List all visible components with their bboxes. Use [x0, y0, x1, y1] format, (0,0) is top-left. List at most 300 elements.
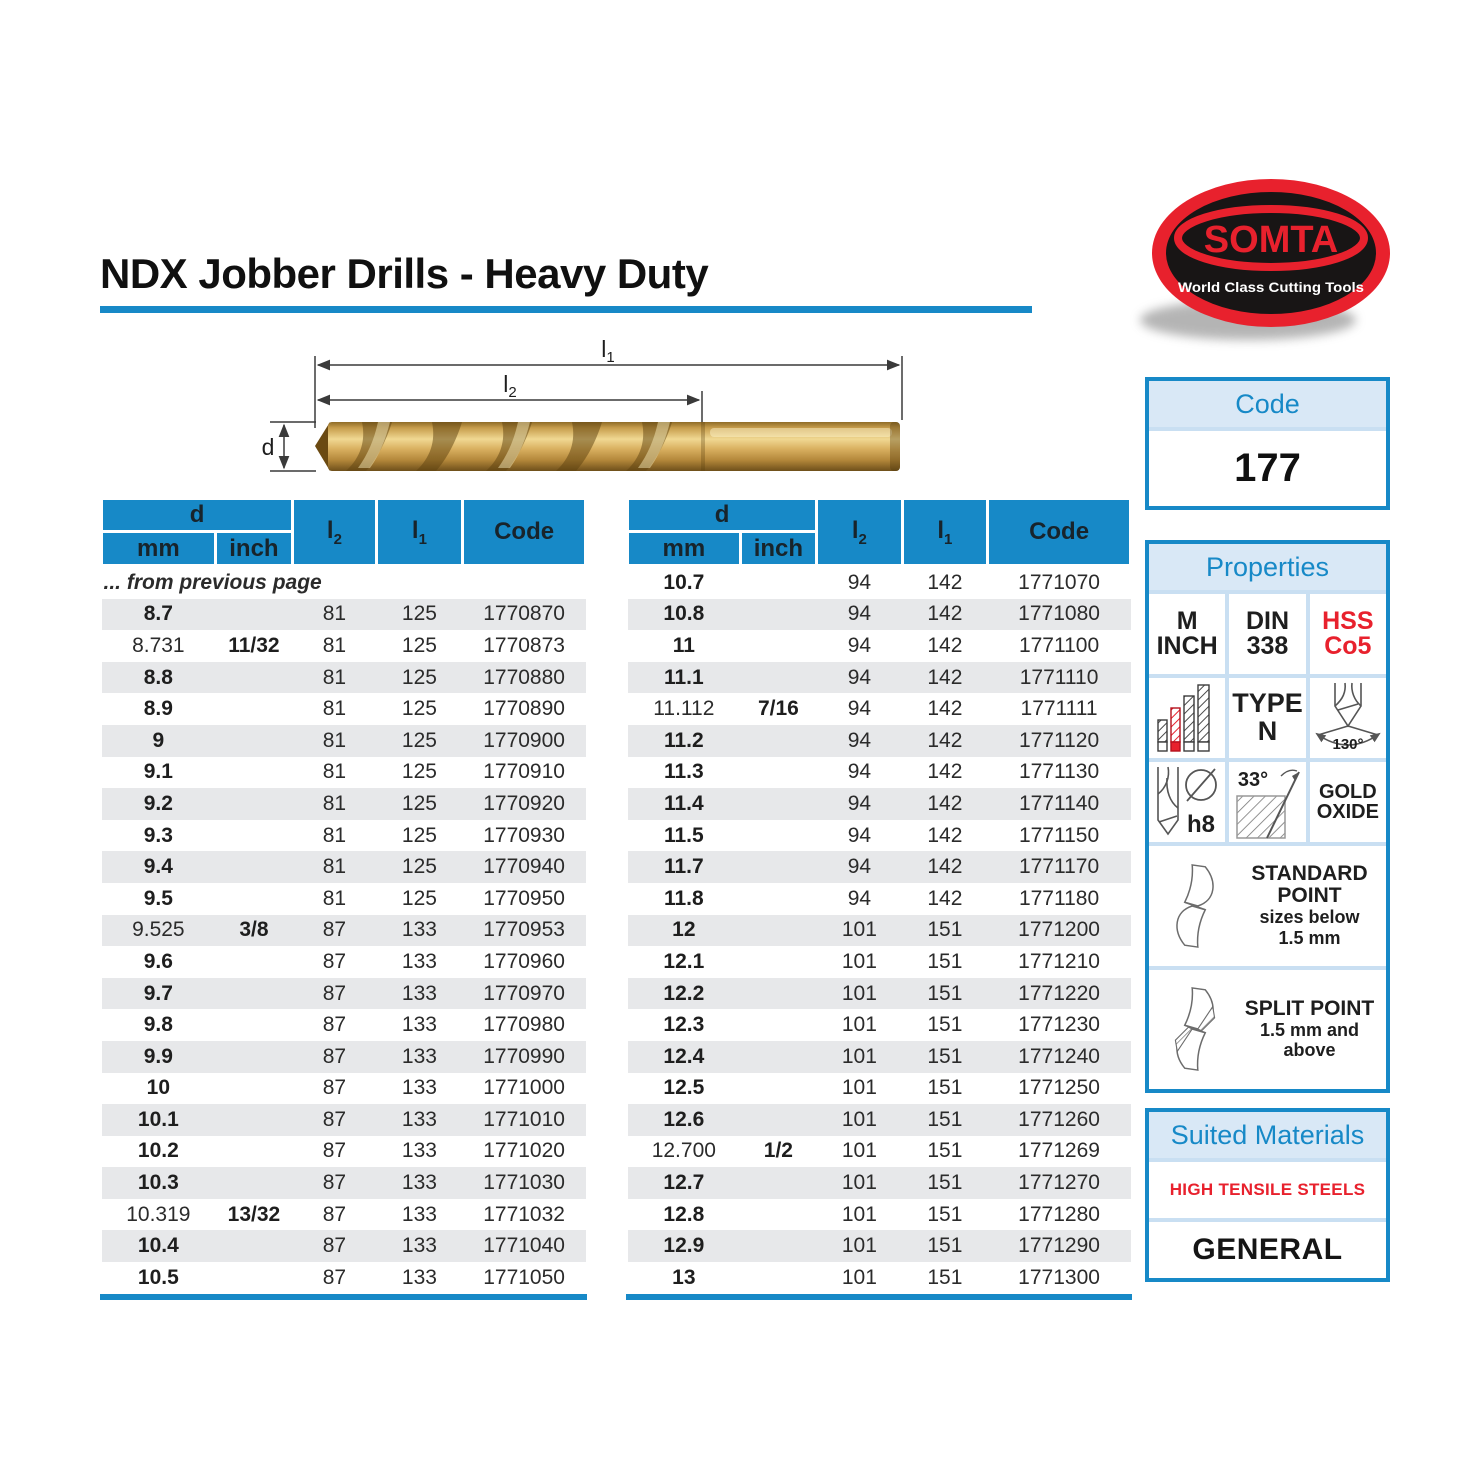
- cell-l1: 125: [401, 823, 437, 847]
- cell-l2: 101: [841, 1107, 877, 1131]
- cell-code: 1771269: [1018, 1139, 1100, 1163]
- cell-l1: 151: [927, 1202, 963, 1226]
- drill-row: [102, 851, 586, 883]
- drill-row: [628, 630, 1131, 662]
- cell-l2: 81: [322, 633, 347, 657]
- cell-l2: 81: [322, 823, 347, 847]
- cell-l2: 87: [322, 1076, 347, 1100]
- cell-inch: [740, 788, 816, 820]
- cell-mm: 12.700: [651, 1139, 716, 1163]
- cell-mm: 9.4: [143, 855, 173, 879]
- drill-row: [628, 725, 1131, 757]
- somta-logo: [1130, 168, 1410, 353]
- cell-code: 1770873: [483, 633, 565, 657]
- cell-l2: 101: [841, 918, 877, 942]
- cell-mm: 11.112: [653, 697, 715, 721]
- cell-l2: 94: [847, 570, 872, 594]
- cell-l2: 87: [322, 1044, 347, 1068]
- cell-l1: 151: [927, 1107, 963, 1131]
- cell-l2: 94: [847, 665, 872, 689]
- cell-code: 1771110: [1019, 665, 1099, 689]
- cell-l1: 125: [401, 855, 437, 879]
- cell-inch: [740, 851, 816, 883]
- cell-l1: 133: [401, 918, 437, 942]
- cell-code: 1771020: [483, 1139, 565, 1163]
- helix-angle-33-icon: [1229, 764, 1305, 840]
- drill-row: [102, 599, 586, 631]
- cell-inch: [740, 820, 816, 852]
- cell-inch: [740, 1104, 816, 1136]
- cell-l2: 81: [322, 760, 347, 784]
- column-header-l2: $l_2$: [817, 499, 903, 566]
- cell-code: 1770880: [483, 665, 565, 689]
- drill-row: [628, 1104, 1131, 1136]
- drill-size-range-icon: [1156, 682, 1218, 754]
- cell-code: 1771290: [1018, 1234, 1100, 1258]
- cell-l1: 142: [927, 823, 963, 847]
- cell-inch: [740, 662, 816, 694]
- cell-l1: 133: [401, 1139, 437, 1163]
- drill-row: [628, 1167, 1131, 1199]
- cell-code: 1770970: [483, 981, 565, 1005]
- cell-code: 1770960: [483, 949, 565, 973]
- cell-code: 1771210: [1018, 949, 1100, 973]
- cell-inch: [215, 599, 292, 631]
- cell-code: 1771270: [1018, 1171, 1100, 1195]
- cell-l1: 142: [927, 855, 963, 879]
- cell-inch: 7/16: [757, 697, 799, 721]
- cell-mm: 12.2: [663, 981, 705, 1005]
- cell-l2: 94: [847, 791, 872, 815]
- column-header-inch: inch: [740, 532, 816, 566]
- cell-mm: 12.8: [663, 1202, 705, 1226]
- column-header-mm: mm: [102, 532, 216, 566]
- property-din-338: DIN 338: [1229, 594, 1305, 674]
- cell-mm: 10.4: [137, 1234, 179, 1258]
- cell-l1: 151: [927, 981, 963, 1005]
- cell-l2: 101: [841, 1076, 877, 1100]
- code-value: 177: [1149, 431, 1386, 506]
- cell-mm: 11.7: [663, 855, 704, 879]
- cell-l2: 94: [847, 760, 872, 784]
- cell-l2: 87: [322, 1139, 347, 1163]
- cell-code: 1771050: [483, 1265, 565, 1289]
- column-header-mm: mm: [628, 532, 741, 566]
- cell-l2: 87: [322, 1107, 347, 1131]
- code-box-title: Code: [1149, 381, 1386, 427]
- continuation-row: ... from previous page: [102, 566, 586, 599]
- cell-l2: 101: [841, 1044, 877, 1068]
- cell-mm: 12.7: [663, 1171, 705, 1195]
- drill-row: [102, 978, 586, 1010]
- cell-inch: [740, 757, 816, 789]
- split-point-section: [1149, 970, 1386, 1090]
- cell-code: 1771170: [1018, 855, 1100, 879]
- cell-inch: [215, 851, 292, 883]
- cell-l1: 125: [401, 665, 437, 689]
- cell-mm: 9.9: [143, 1044, 173, 1068]
- drill-table-right: [626, 497, 1132, 1300]
- dimension-d: [270, 422, 316, 471]
- cell-l2: 94: [847, 697, 872, 721]
- cell-inch: [215, 1262, 292, 1294]
- cell-inch: [740, 1199, 816, 1231]
- cell-l1: 125: [401, 602, 437, 626]
- cell-l2: 81: [322, 728, 347, 752]
- cell-inch: [215, 978, 292, 1010]
- property-tolerance-h8: [1149, 762, 1225, 842]
- cell-l2: 81: [322, 791, 347, 815]
- drill-row: [102, 946, 586, 978]
- drill-bit-image: [315, 422, 900, 471]
- drill-row: [628, 1009, 1131, 1041]
- cell-mm: 9.525: [132, 918, 185, 942]
- cell-mm: 12.5: [663, 1076, 705, 1100]
- cell-mm: 12.4: [663, 1044, 705, 1068]
- cell-inch: [740, 883, 816, 915]
- drill-table-left: [100, 497, 587, 1300]
- column-header-l2: $l_2$: [293, 499, 377, 566]
- cell-mm: 11.8: [663, 886, 704, 910]
- cell-l1: 125: [401, 791, 437, 815]
- cell-mm: 10.3: [137, 1171, 179, 1195]
- cell-l2: 81: [322, 855, 347, 879]
- cell-code: 1770930: [483, 823, 565, 847]
- cell-l2: 87: [322, 1202, 347, 1226]
- dimension-l2-label: $l_2$: [503, 371, 517, 401]
- properties-title: Properties: [1149, 544, 1386, 590]
- cell-code: 1771040: [483, 1234, 565, 1258]
- cell-mm: 11: [672, 633, 695, 657]
- cell-code: 1771070: [1018, 570, 1100, 594]
- cell-inch: 1/2: [763, 1139, 793, 1163]
- drill-row: [102, 915, 586, 947]
- property-point-angle: [1310, 678, 1386, 758]
- properties-grid: [1149, 594, 1386, 842]
- column-header-code: Code: [988, 499, 1131, 566]
- property-gold-oxide: GOLD OXIDE: [1310, 762, 1386, 842]
- cell-l1: 142: [927, 570, 963, 594]
- drill-row: [628, 566, 1131, 599]
- drill-row: [102, 788, 586, 820]
- cell-l1: 133: [401, 1265, 437, 1289]
- cell-code: 1770953: [483, 918, 565, 942]
- cell-l1: 133: [401, 1234, 437, 1258]
- code-box: [1145, 377, 1390, 510]
- cell-code: 1771120: [1018, 728, 1100, 752]
- cell-l1: 133: [401, 1044, 437, 1068]
- cell-l1: 151: [927, 1139, 963, 1163]
- cell-mm: 10.319: [126, 1202, 191, 1226]
- cell-l1: 151: [927, 918, 963, 942]
- cell-mm: 12.3: [663, 1013, 705, 1037]
- drill-row: [628, 946, 1131, 978]
- drill-row: [628, 915, 1131, 947]
- cell-mm: 12: [672, 918, 696, 942]
- drill-row: [628, 662, 1131, 694]
- drill-row: [628, 1199, 1131, 1231]
- cell-inch: [740, 599, 816, 631]
- cell-code: 1770890: [483, 697, 565, 721]
- cell-l1: 133: [401, 949, 437, 973]
- cell-l1: 133: [401, 1171, 437, 1195]
- drill-row: [628, 757, 1131, 789]
- cell-code: 1771080: [1018, 602, 1100, 626]
- cell-code: 1771000: [483, 1076, 565, 1100]
- cell-l1: 142: [927, 665, 963, 689]
- drill-row: [628, 788, 1131, 820]
- cell-code: 1770910: [483, 760, 565, 784]
- cell-l2: 94: [847, 855, 872, 879]
- cell-l1: 125: [401, 886, 437, 910]
- cell-code: 1771010: [483, 1107, 565, 1131]
- cell-mm: 12.6: [663, 1107, 705, 1131]
- split-point-icon: [1153, 979, 1237, 1079]
- cell-code: 1770950: [483, 886, 565, 910]
- cell-l2: 87: [322, 949, 347, 973]
- cell-mm: 11.2: [663, 728, 704, 752]
- cell-inch: [740, 978, 816, 1010]
- drill-row: [102, 662, 586, 694]
- cell-inch: [215, 1136, 292, 1168]
- cell-inch: [215, 788, 292, 820]
- column-header-d: d: [628, 499, 817, 532]
- cell-l2: 101: [841, 1013, 877, 1037]
- cell-mm: 13: [672, 1265, 696, 1289]
- cell-inch: [215, 1104, 292, 1136]
- cell-mm: 9.5: [143, 886, 173, 910]
- cell-mm: 10.2: [137, 1139, 179, 1163]
- cell-code: 1770980: [483, 1013, 565, 1037]
- suited-materials-title: Suited Materials: [1149, 1112, 1386, 1158]
- drill-row: [102, 1167, 586, 1199]
- properties-box: [1145, 540, 1390, 1093]
- svg-text:33°: 33°: [1238, 769, 1269, 791]
- drill-row: [102, 1262, 586, 1294]
- property-m-inch: M INCH: [1149, 594, 1225, 674]
- cell-inch: [215, 946, 292, 978]
- cell-mm: 9: [152, 728, 165, 752]
- cell-inch: [740, 1262, 816, 1294]
- cell-l2: 94: [847, 886, 872, 910]
- cell-mm: 8.731: [132, 633, 185, 657]
- cell-l2: 101: [841, 1139, 877, 1163]
- cell-l1: 142: [927, 602, 963, 626]
- drill-row: [102, 630, 586, 662]
- logo-brand: SOMTA: [1203, 219, 1339, 261]
- dimension-l1-label: $l_1$: [601, 336, 615, 366]
- cell-inch: [740, 566, 816, 599]
- cell-inch: [740, 725, 816, 757]
- cell-mm: 11.3: [663, 760, 704, 784]
- svg-text:h8: h8: [1187, 811, 1216, 838]
- cell-l2: 101: [841, 949, 877, 973]
- drill-row: [102, 820, 586, 852]
- cell-inch: 11/32: [228, 633, 280, 657]
- cell-mm: 11.1: [663, 665, 704, 689]
- cell-l1: 142: [927, 886, 963, 910]
- cell-code: 1771200: [1018, 918, 1100, 942]
- column-header-l1: $l_1$: [902, 499, 988, 566]
- point-angle-130-icon: [1311, 680, 1385, 756]
- cell-inch: [215, 693, 292, 725]
- cell-l2: 81: [322, 665, 347, 689]
- cell-code: 1771230: [1018, 1013, 1100, 1037]
- cell-l2: 81: [322, 886, 347, 910]
- cell-l2: 87: [322, 1013, 347, 1037]
- cell-inch: [215, 1073, 292, 1105]
- cell-code: 1771140: [1018, 791, 1100, 815]
- drill-row: [102, 1009, 586, 1041]
- drill-row: [102, 693, 586, 725]
- cell-l2: 87: [322, 1234, 347, 1258]
- page-title: NDX Jobber Drills - Heavy Duty: [100, 250, 709, 297]
- diameter-tolerance-h8-icon: [1150, 764, 1224, 840]
- cell-l1: 133: [401, 1013, 437, 1037]
- cell-code: 1771260: [1018, 1107, 1100, 1131]
- cell-l2: 87: [322, 918, 347, 942]
- cell-code: 1770870: [483, 602, 565, 626]
- cell-inch: [740, 1073, 816, 1105]
- cell-l1: 151: [927, 1234, 963, 1258]
- cell-l1: 125: [401, 760, 437, 784]
- dimension-l1: [315, 356, 902, 428]
- cell-l2: 87: [322, 1171, 347, 1195]
- cell-mm: 11.5: [663, 823, 704, 847]
- drill-row: [102, 1041, 586, 1073]
- standard-point-icon: [1153, 855, 1237, 957]
- cell-l1: 125: [401, 728, 437, 752]
- column-header-l1: $l_1$: [376, 499, 463, 566]
- cell-code: 1771180: [1018, 886, 1100, 910]
- cell-l2: 87: [322, 1265, 347, 1289]
- cell-code: 1771100: [1018, 633, 1100, 657]
- cell-code: 1771130: [1018, 760, 1100, 784]
- cell-mm: 10.1: [137, 1107, 179, 1131]
- drill-row: [628, 820, 1131, 852]
- drill-row: [102, 1199, 586, 1231]
- drill-row: [102, 1230, 586, 1262]
- cell-l1: 151: [927, 1044, 963, 1068]
- suited-materials-box: [1145, 1108, 1390, 1282]
- drill-row: [628, 1262, 1131, 1294]
- cell-mm: 9.3: [143, 823, 173, 847]
- cell-mm: 9.7: [143, 981, 173, 1005]
- drill-row: [628, 599, 1131, 631]
- cell-inch: [215, 725, 292, 757]
- cell-code: 1770900: [483, 728, 565, 752]
- drill-row: [102, 883, 586, 915]
- drill-row: [628, 851, 1131, 883]
- suited-material-item: HIGH TENSILE STEELS: [1149, 1162, 1386, 1218]
- cell-code: 1771280: [1018, 1202, 1100, 1226]
- drill-row: [102, 725, 586, 757]
- cell-l2: 101: [841, 1265, 877, 1289]
- cell-l2: 101: [841, 1202, 877, 1226]
- svg-text:130°: 130°: [1332, 736, 1364, 753]
- cell-l1: 142: [927, 697, 963, 721]
- drill-row: [102, 757, 586, 789]
- cell-l2: 101: [841, 1171, 877, 1195]
- cell-l1: 142: [927, 760, 963, 784]
- cell-inch: [215, 1009, 292, 1041]
- property-helix-angle: [1229, 762, 1305, 842]
- drill-row: [628, 1041, 1131, 1073]
- cell-mm: 10.8: [663, 602, 705, 626]
- cell-code: 1771150: [1018, 823, 1100, 847]
- cell-mm: 10: [146, 1076, 171, 1100]
- cell-l1: 151: [927, 1013, 963, 1037]
- cell-l1: 125: [401, 633, 437, 657]
- standard-point-section: [1149, 846, 1386, 966]
- drill-row: [102, 1073, 586, 1105]
- cell-inch: [740, 915, 816, 947]
- cell-inch: [740, 1041, 816, 1073]
- cell-mm: 9.6: [143, 949, 173, 973]
- drill-row: [628, 693, 1131, 725]
- cell-code: 1771240: [1018, 1044, 1100, 1068]
- cell-inch: [215, 662, 292, 694]
- cell-inch: [740, 946, 816, 978]
- cell-l1: 151: [927, 1076, 963, 1100]
- cell-l1: 142: [927, 728, 963, 752]
- cell-inch: 3/8: [239, 918, 269, 942]
- column-header-code: Code: [463, 499, 586, 566]
- cell-l2: 101: [841, 1234, 877, 1258]
- cell-inch: [740, 1009, 816, 1041]
- drill-row: [628, 1136, 1131, 1168]
- cell-mm: 9.1: [143, 760, 173, 784]
- cell-code: 1770940: [483, 855, 565, 879]
- cell-inch: [740, 1230, 816, 1262]
- cell-mm: 12.1: [663, 949, 705, 973]
- drill-row: [628, 1230, 1131, 1262]
- column-header-inch: inch: [215, 532, 292, 566]
- cell-inch: [740, 1167, 816, 1199]
- cell-mm: 8.9: [143, 697, 173, 721]
- cell-inch: [215, 820, 292, 852]
- cell-l1: 133: [401, 1202, 437, 1226]
- column-header-d: d: [102, 499, 293, 532]
- property-size-range: [1149, 678, 1225, 758]
- cell-inch: [215, 883, 292, 915]
- cell-l2: 94: [847, 602, 872, 626]
- drill-row: [628, 978, 1131, 1010]
- cell-code: 1770920: [483, 791, 565, 815]
- cell-l1: 133: [401, 1107, 437, 1131]
- drill-row: [102, 1136, 586, 1168]
- split-point-text: SPLIT POINT 1.5 mm and above: [1244, 996, 1375, 1061]
- drill-row: [628, 883, 1131, 915]
- logo-tagline: World Class Cutting Tools: [1178, 279, 1365, 295]
- cell-inch: [740, 630, 816, 662]
- cell-inch: [215, 1167, 292, 1199]
- cell-mm: 9.8: [143, 1013, 173, 1037]
- cell-l1: 142: [927, 633, 963, 657]
- property-type-n: TYPE N: [1229, 678, 1305, 758]
- cell-l2: 81: [322, 697, 347, 721]
- cell-mm: 8.7: [143, 602, 173, 626]
- cell-l1: 133: [401, 981, 437, 1005]
- cell-l1: 133: [401, 1076, 437, 1100]
- drill-row: [102, 1104, 586, 1136]
- property-hss-co5: HSS Co5: [1310, 594, 1386, 674]
- cell-inch: 13/32: [227, 1202, 281, 1226]
- cell-l2: 81: [322, 602, 347, 626]
- cell-l1: 151: [927, 1171, 963, 1195]
- cell-l2: 87: [322, 981, 347, 1005]
- cell-l1: 151: [927, 949, 963, 973]
